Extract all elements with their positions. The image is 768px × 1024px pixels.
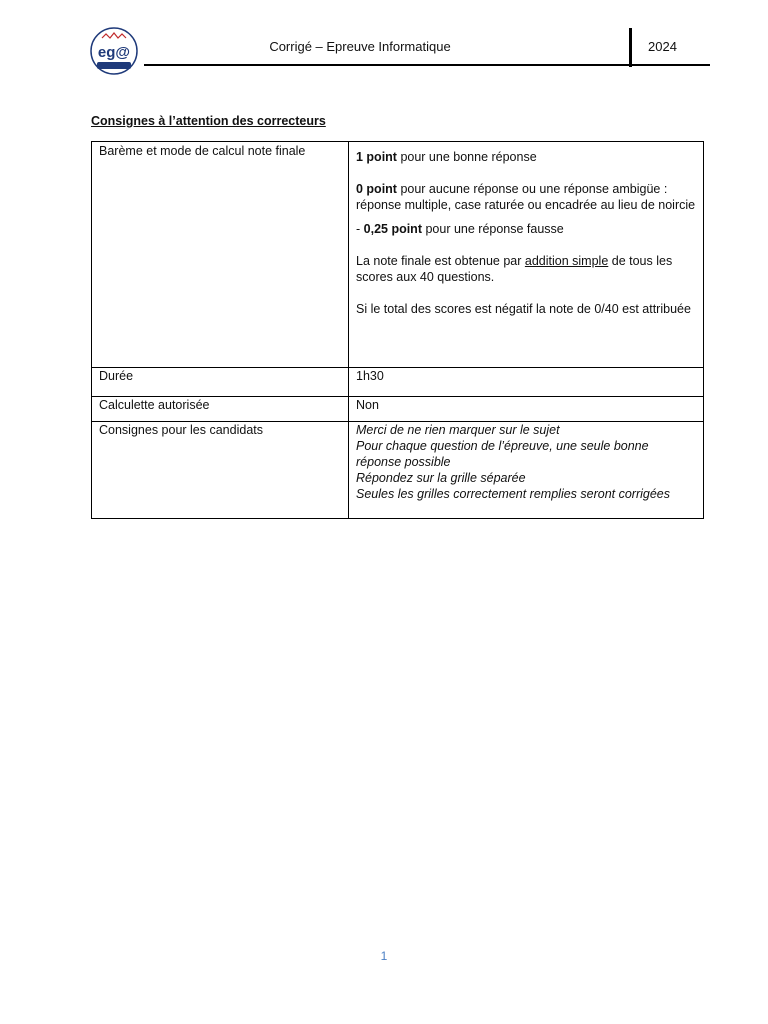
- bareme-line-4-underlined: addition simple: [524, 254, 609, 268]
- bareme-line-2: [356, 181, 696, 213]
- header-title: Corrigé – Epreuve Informatique: [269, 39, 451, 54]
- bareme-label: Barème et mode de calcul note finale: [92, 142, 349, 368]
- header-year: 2024: [648, 39, 677, 54]
- school-logo: [88, 26, 140, 76]
- table-row-duree: [92, 368, 704, 397]
- bareme-line-3-bold: 0,25 point: [363, 222, 422, 236]
- bareme-line-4-after: de tous les scores aux 40 questions.: [356, 254, 673, 284]
- bareme-line-2-bold: 0 point: [356, 182, 397, 196]
- header-divider: [629, 28, 632, 67]
- bareme-line-3-text: pour une réponse fausse: [421, 222, 564, 236]
- calculette-value: Non: [349, 397, 704, 422]
- page-number: 1: [380, 949, 388, 963]
- table-row-calculette: [92, 397, 704, 422]
- bareme-line-5: Si le total des scores est négatif la note de 0/40 est attribuée: [356, 302, 691, 316]
- bareme-line-4: [356, 253, 696, 285]
- duree-value: 1h30: [349, 368, 704, 397]
- duree-label: Durée: [92, 368, 349, 397]
- section-title: Consignes à l’attention des correcteurs: [91, 114, 326, 128]
- bareme-line-2-text: pour aucune réponse ou une réponse ambigüe : réponse multiple, case raturée ou encadrée au lieu de noircie: [356, 182, 696, 212]
- consignes-content: [349, 422, 704, 519]
- consigne-line: Pour chaque question de l’épreuve, une seule bonne réponse possible: [356, 439, 649, 469]
- table-row-consignes: [92, 422, 704, 519]
- bareme-line-1-text: pour une bonne réponse: [396, 150, 537, 164]
- bareme-line-3-prefix: -: [356, 222, 364, 236]
- bareme-line-1-bold: 1 point: [356, 150, 397, 164]
- logo-text: eg@: [97, 44, 131, 61]
- bareme-line-3: [356, 221, 696, 237]
- consigne-line: Merci de ne rien marquer sur le sujet: [356, 423, 560, 437]
- calculette-label: Calculette autorisée: [92, 397, 349, 422]
- consigne-line: Répondez sur la grille séparée: [356, 471, 526, 485]
- header-rule: [144, 64, 710, 66]
- instructions-table: [91, 141, 704, 519]
- logo-roofline: [102, 33, 126, 38]
- consigne-line: Seules les grilles correctement remplies seront corrigées: [356, 487, 671, 501]
- bareme-line-1: [356, 149, 696, 165]
- table-row-bareme: [92, 142, 704, 368]
- bareme-content: [349, 142, 704, 368]
- logo-banner: [97, 62, 131, 69]
- consignes-label: Consignes pour les candidats: [92, 422, 349, 519]
- bareme-line-4-before: La note finale est obtenue par: [356, 254, 525, 268]
